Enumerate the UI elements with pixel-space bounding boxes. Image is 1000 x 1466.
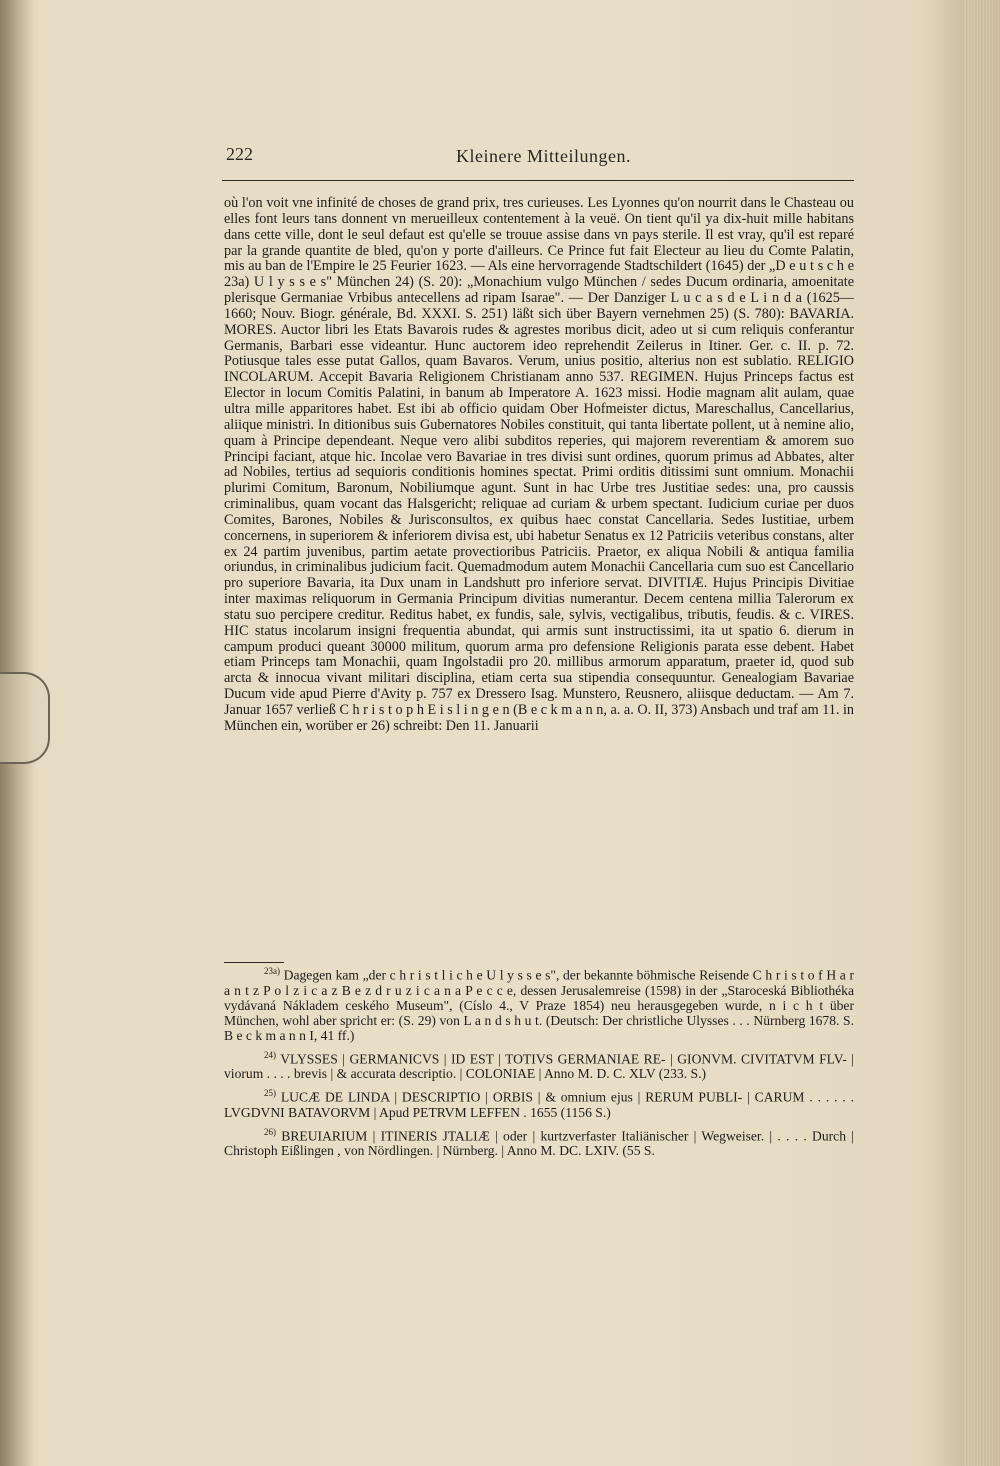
footnote-mark: 24) <box>264 1049 276 1060</box>
footnote-divider <box>224 962 284 963</box>
running-head: Kleinere Mitteilungen. <box>456 146 631 166</box>
book-clip <box>0 672 50 764</box>
main-text <box>224 196 854 735</box>
footnote-text: Dagegen kam „der c h r i s t l i c h e U l y s s e s", der bekannte böhmische Reisende C h r i s t o f H a r a n t z P o l z i c a z B e z d r u z i c a n a P e c c e, dessen Jerusalemreise (1598) in der „Staroceská Bibliothéka vydávaná Nákladem ceského Museum", (Císlo 4., V Praze 1854) neu herausgegeben wurde, n i c h t über München, wohl aber spricht er: (S. 29) von L a n d s h u t. (Deutsch: Der christliche Ulysses . . . Nürnberg 1678. S. B e c k m a n n I, 41 ff.) <box>224 967 854 1043</box>
footnotes <box>224 964 854 1163</box>
body-paragraph: où l'on voit vne infinité de choses de grand prix, tres curieuses. Les Lyonnes qu'on nourrit dans le Chasteau ou elles font leurs tans donnent vn merueilleux contentement à la veuë. On tient qu'il ya dix-huit mille habitans dans cette ville, dont le seul defaut est qu'elle se trouue assise dans vn pays sterile. Il est vray, qu'il est reparé par la grande quantite de bled, qu'on y porte d'ailleurs. Ce Prince fut fait Electeur au lieu du Comte Palatin, mis au ban de l'Empire le 25 Feurier 1623. — Als eine hervorragende Stadtschildert (1645) der „D e u t s c h e 23a) U l y s s e s" München 24) (S. 20): „Monachium vulgo München / sedes Ducum ordinaria, amoenitate plerisque Germaniae Vrbibus antecellens ad ripam Isarae". — Der Danziger L u c a s d e L i n d a (1625—1660; Nouv. Biogr. générale, Bd. XXXI. S. 251) läßt sich über Bayern vernehmen 25) (S. 780): BAVARIA. MORES. Auctor libri les Etats Bavarois rudes & agrestes moribus dicit, adeo ut si cum reliquis conferantur Germanis, Barbari esse videantur. Hunc auctorem ideo reprehendit Zeilerus in Itiner. Ger. c. II. p. 72. Potiusque tales esse putat Gallos, quam Bavaros. Verum, unius positio, alterius non est sublatio. RELIGIO INCOLARUM. Accepit Bavaria Religionem Christianam anno 537. REGIMEN. Hujus Princeps factus est Elector in locum Comitis Palatini, in banum ab Imperatore A. 1623 missi. Hodie magnam alit aulam, quae ultra mille apparitores habet. Est ibi ab officio quidam Ober Hofmeister dictus, Mareschallus, Cancellarius, aliique ministri. In ditionibus suis Gubernatores Nobiles constituit, qui tanta libertate pollent, ut à nemine alio, quam à Principe dependeant. Neque vero alibi subditos reperies, qui majorem reverentiam & amorem suo Principi faciant, atque hic. Incolae vero Bavariae in tres divisi sunt ordines, quorum primus ad Abbates, alter ad Nobiles, tertius ad sequioris conditionis homines spectat. Primi orditis ditissimi sunt omnium. Monachii plurimi Comitum, Baronum, Nobiliumque agunt. Sunt in hac Urbe tres Justitiae sedes: una, pro caussis criminalibus, quam vocant das Halsgericht; reliquae ad curiam & urbem spectant. Iudicium curiae per duos Comites, Barones, Nobiles & Jurisconsultos, ex quibus haec constat Cancellaria. Sedes Iustitiae, urbem concernens, in superiorem & inferiorem divisa est, ubi habetur Senatus ex 12 Patriciis veteribus constans, alter ex 24 partim juvenibus, partim aetate provectioribus Patriciis. Praetor, ex aliqua Nobili & antiqua familia oriundus, in criminalibus judicium facit. Quemadmodum autem Monachii Cancellaria cum suo est Cancellario pro superiore Bavaria, ita Dux unam in Landshutt pro inferiore servat. DIVITIÆ. Hujus Principis Divitiae inter maximas reliquorum in Germania Principum divitias numerantur. Decem centena millia Talerorum ex statu suo percipere creditur. Reditus habet, ex fundis, sale, sylvis, vectigalibus, tributis, feudis. & c. VIRES. HIC status incolarum insigni frequentia abundat, qui armis sunt instructissimi, ita ut spatio 6. dierum in campum produci queant 30000 militum, quorum arma pro defensione Religionis parata esse debent. Habet etiam Princeps tam Monachii, quam Ingolstadii pro 20. millibus armorum apparatum, praeter id, quod sub arcta & innocua vivant militari disciplina, etiam certa sua stipendia consequuntur. Genealogiam Bavariae Ducum vide apud Pierre d'Avity p. 757 ex Dressero Isag. Munstero, Reusnero, aliisque deductam. — Am 7. Januar 1657 verließ C h r i s t o p h E i s l i n g e n (B e c k m a n n, a. a. O. II, 373) Ansbach und traf am 11. in München ein, worüber er 26) schreibt: Den 11. Januarii <box>224 195 854 734</box>
footnote-text: LUCÆ DE LINDA | DESCRIPTIO | ORBIS | & omnium ejus | RERUM PUBLI- | CARUM . . . . . . LVGDVNI BATAVORVM | Apud PETRVM LEFFEN . 1655 (1156 S.) <box>224 1089 854 1120</box>
page-number: 222 <box>226 144 253 164</box>
footnote-25 <box>224 1086 854 1120</box>
page-header <box>222 140 854 181</box>
footnote-text: VLYSSES | GERMANICVS | ID EST | TOTIVS GERMANIAE RE- | GIONVM. CIVITATVM FLV- | viorum . . . . brevis | & accurata descriptio. | COLONIAE | Anno M. D. C. XLV (233. S.) <box>224 1051 855 1082</box>
page-edges <box>964 0 1000 1466</box>
footnote-mark: 25) <box>264 1088 276 1099</box>
footnote-24 <box>224 1048 854 1082</box>
footnote-mark: 26) <box>264 1126 276 1137</box>
footnote-23a <box>224 964 854 1043</box>
footnote-text: BREUIARIUM | ITINERIS JTALIÆ | oder | kurtzverfaster Italiänischer | Wegweiser. | . . . . Durch | Christoph Eißlingen , von Nördlingen. | Nürnberg. | Anno M. DC. LXIV. (55 S. <box>224 1128 854 1159</box>
footnote-mark: 23a) <box>264 966 280 976</box>
footnote-26 <box>224 1125 854 1159</box>
